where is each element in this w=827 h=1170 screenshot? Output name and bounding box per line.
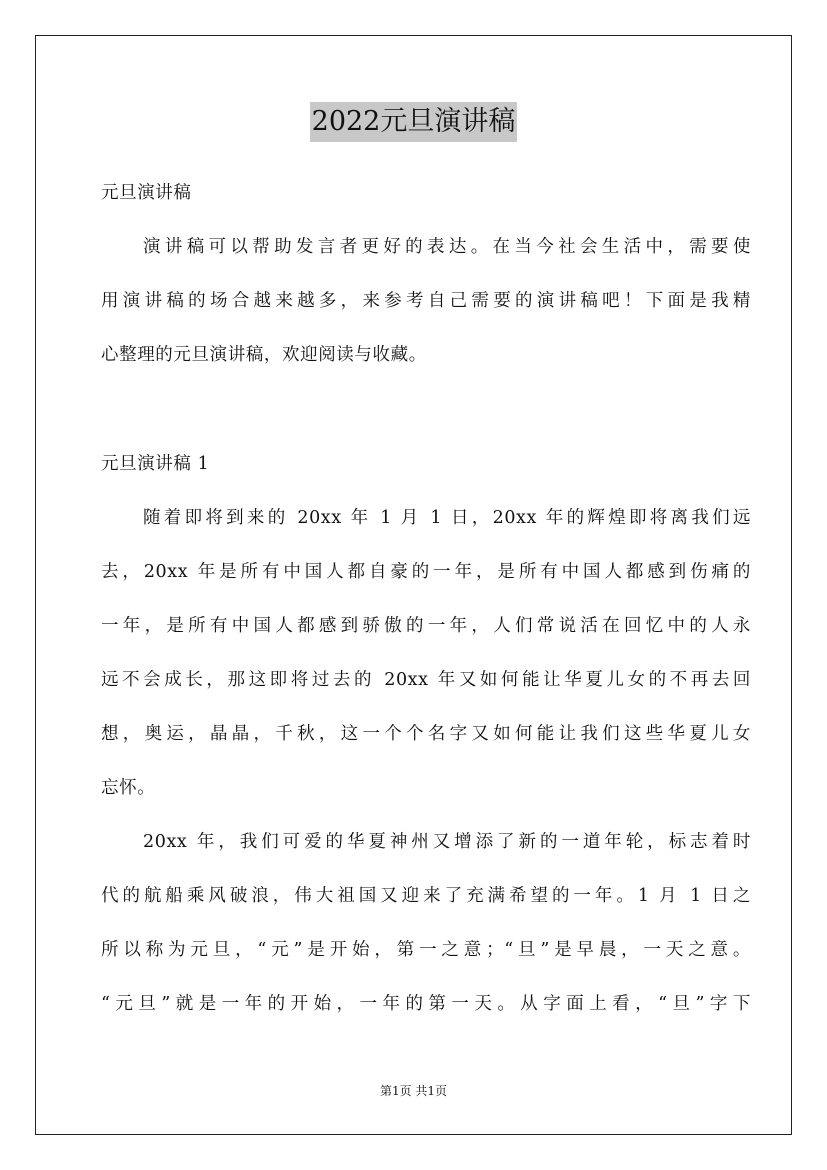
document-title: 2022元旦演讲稿 [310, 102, 518, 142]
paragraph-line: 一年，是所有中国人都感到骄傲的一年，人们常说活在回忆中的人永 [101, 616, 751, 636]
paragraph-line: 心整理的元旦演讲稿，欢迎阅读与收藏。 [101, 345, 427, 365]
paragraph-1 [101, 491, 751, 815]
title-container [0, 102, 827, 142]
paragraph-line: 所以称为元旦，“元”是开始，第一之意；“旦”是早晨，一天之意。 [101, 940, 751, 960]
paragraph-line: 演讲稿可以帮助发言者更好的表达。在当今社会生活中，需要使 [143, 237, 751, 257]
paragraph-2 [101, 815, 751, 1031]
paragraph-line: 20xx 年，我们可爱的华夏神州又增添了新的一道年轮，标志着时 [143, 832, 751, 852]
paragraph-line: “元旦”就是一年的开始，一年的第一天。从字面上看，“旦”字下 [101, 994, 751, 1014]
intro-paragraph [101, 220, 751, 382]
paragraph-line: 远不会成长，那这即将过去的 20xx 年又如何能让华夏儿女的不再去回 [101, 670, 751, 690]
paragraph-line: 想，奥运，晶晶，千秋，这一个个名字又如何能让我们这些华夏儿女 [101, 724, 751, 744]
section-heading-2 [101, 437, 751, 491]
page-footer [0, 1082, 827, 1100]
paragraph-line: 用演讲稿的场合越来越多，来参考自己需要的演讲稿吧！下面是我精 [101, 291, 751, 311]
page-number-label: 第1页 共1页 [379, 1084, 448, 1098]
paragraph-line: 代的航船乘风破浪，伟大祖国又迎来了充满希望的一年。1 月 1 日之 [101, 886, 751, 906]
section-heading-1 [101, 166, 751, 220]
paragraph-line: 去，20xx 年是所有中国人都自豪的一年，是所有中国人都感到伤痛的 [101, 562, 751, 582]
section-heading-text: 元旦演讲稿 1 [101, 454, 210, 474]
section-heading-text: 元旦演讲稿 [101, 183, 192, 203]
paragraph-line: 随着即将到来的 20xx 年 1 月 1 日，20xx 年的辉煌即将离我们远 [143, 508, 751, 528]
paragraph-line: 忘怀。 [101, 778, 156, 798]
